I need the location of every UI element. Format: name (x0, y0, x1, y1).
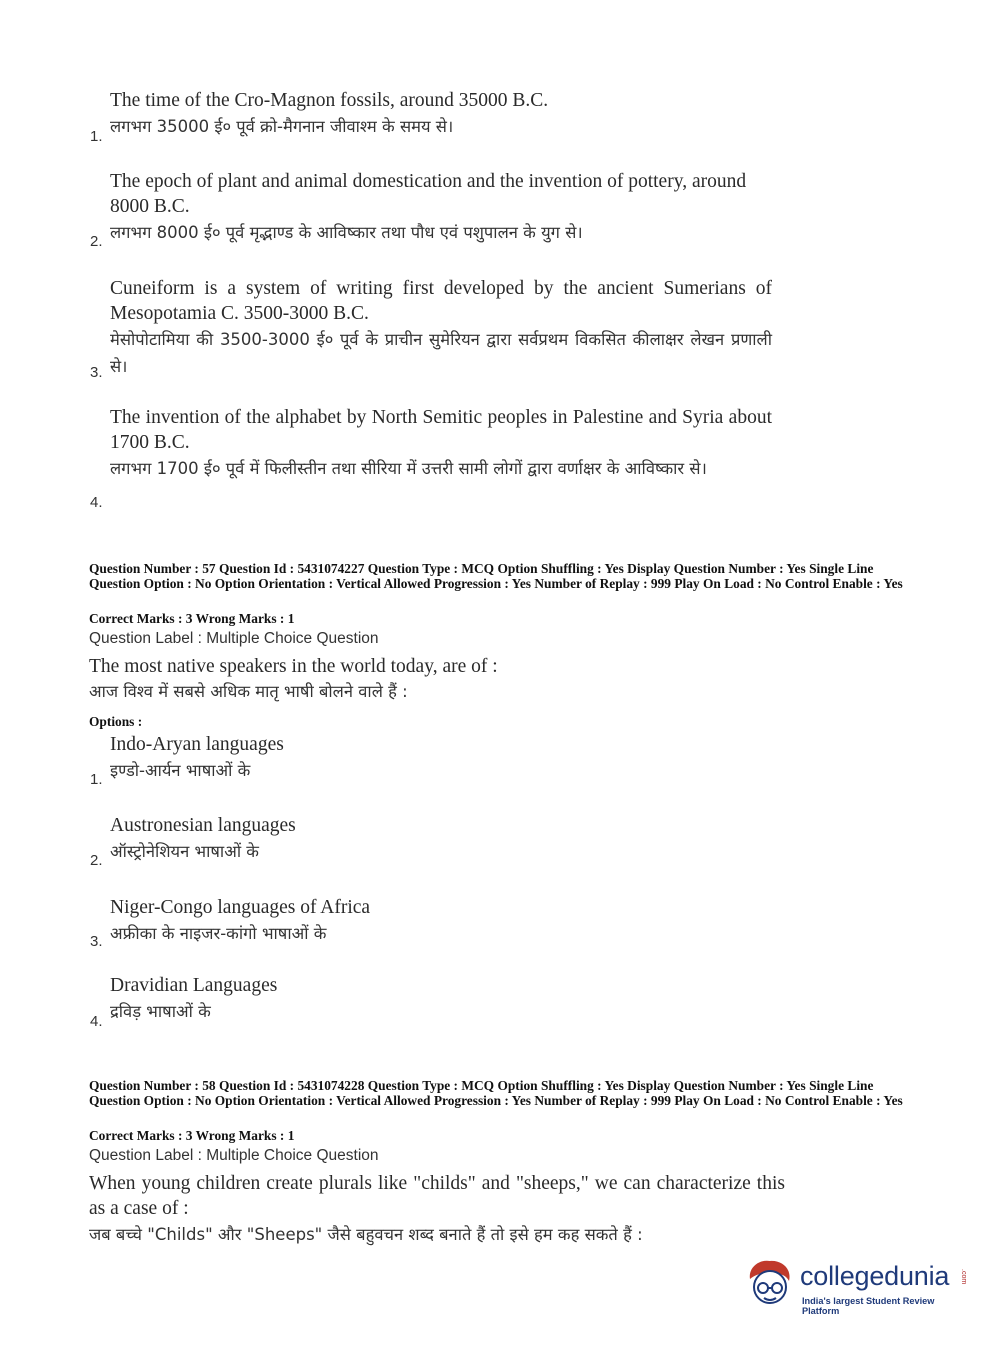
question-57-label: Question Label : Multiple Choice Question (89, 630, 379, 647)
option-number: 4. (90, 1013, 103, 1030)
option-number: 2. (90, 852, 103, 869)
option-number: 2. (90, 233, 103, 250)
option-text-hi: अफ्रीका के नाइजर-कांगो भाषाओं के (110, 924, 327, 943)
brand-tagline: India's largest Student Review Platform (802, 1296, 935, 1316)
option-text-en: Niger-Congo languages of Africa (110, 897, 371, 918)
question-58-text-hi: जब बच्चे "Childs" और "Sheeps" जैसे बहुवचन शब्द बनाते हैं तो इसे हम कह सकते हैं : (89, 1225, 643, 1244)
option-text-hi: द्रविड़ भाषाओं के (110, 1002, 211, 1021)
option-text-en: The epoch of plant and animal domestication and the invention of pottery, around 8000 B.C. (110, 171, 747, 217)
question-57-meta: Question Number : 57 Question Id : 5431074227 Question Type : MCQ Option Shuffling : Yes Display Question Number : Yes Single Line Question Option : No Option Orientation : Vertical Allowed Progression : Yes Number of Replay : 999 Play On Load : No Control Enable : Yes (89, 561, 903, 591)
option-text-en: The invention of the alphabet by North Semitic peoples in Palestine and Syria about 1700 B.C. (110, 407, 772, 453)
question-58-label: Question Label : Multiple Choice Question (89, 1147, 379, 1164)
option-number: 3. (90, 364, 103, 381)
q57-option-2[interactable] (88, 813, 778, 869)
option-text-hi: लगभग 1700 ई० पूर्व में फिलीस्तीन तथा सीरिया में उत्तरी सामी लोगों द्वारा वर्णाक्षर के आविष्कार से। (110, 459, 707, 478)
brand-suffix: .com (960, 1269, 967, 1285)
option-text-hi: इण्डो-आर्यन भाषाओं के (110, 761, 251, 780)
option-text-hi: लगभग 35000 ई० पूर्व क्रो-मैगनान जीवाश्म के समय से। (110, 117, 454, 136)
q57-option-1[interactable] (88, 732, 778, 788)
question-57-options-label: Options : (89, 714, 143, 729)
option-number: 1. (90, 771, 103, 788)
question-58-marks: Correct Marks : 3 Wrong Marks : 1 (89, 1128, 295, 1143)
question-57-marks: Correct Marks : 3 Wrong Marks : 1 (89, 611, 295, 626)
option-text-en: Cuneiform is a system of writing first developed by the ancient Sumerians of Mesopotamia C. 3500-3000 B.C. (110, 278, 772, 324)
prev-option-4 (88, 405, 772, 511)
brand-name: collegedunia (800, 1261, 950, 1291)
question-58-text-en: When young children create plurals like "childs" and "sheeps," we can characterize this as a case of : (89, 1173, 785, 1219)
option-text-hi: लगभग 8000 ई० पूर्व मृद्भाण्ड के आविष्कार तथा पौध एवं पशुपालन के युग से। (110, 223, 583, 242)
q57-option-3[interactable] (88, 895, 778, 950)
option-text-hi: मेसोपोटामिया की 3500-3000 ई० पूर्व के प्राचीन सुमेरियन द्वारा सर्वप्रथम विकसित कीलाक्षर लेखन प्रणाली से। (110, 330, 772, 376)
option-number: 3. (90, 933, 103, 950)
option-text-en: Indo-Aryan languages (110, 734, 284, 755)
option-number: 4. (90, 494, 103, 511)
question-57-text-hi: आज विश्व में सबसे अधिक मातृ भाषी बोलने वाले हैं : (89, 682, 408, 701)
option-text-en: Austronesian languages (110, 815, 296, 836)
question-58-meta: Question Number : 58 Question Id : 5431074228 Question Type : MCQ Option Shuffling : Yes Display Question Number : Yes Single Line Question Option : No Option Orientation : Vertical Allowed Progression : Yes Number of Replay : 999 Play On Load : No Control Enable : Yes (89, 1078, 903, 1108)
option-text-en: Dravidian Languages (110, 975, 278, 996)
option-text-en: The time of the Cro-Magnon fossils, around 35000 B.C. (110, 90, 549, 111)
q57-option-4[interactable] (88, 973, 778, 1030)
question-57-text-en: The most native speakers in the world today, are of : (89, 656, 498, 677)
prev-option-3 (88, 276, 772, 380)
mascot-icon (742, 1257, 798, 1313)
prev-option-1 (88, 88, 778, 145)
collegedunia-logo (742, 1255, 972, 1317)
prev-option-2 (88, 169, 772, 250)
option-number: 1. (90, 128, 103, 145)
option-text-hi: ऑस्ट्रोनेशियन भाषाओं के (110, 842, 259, 861)
